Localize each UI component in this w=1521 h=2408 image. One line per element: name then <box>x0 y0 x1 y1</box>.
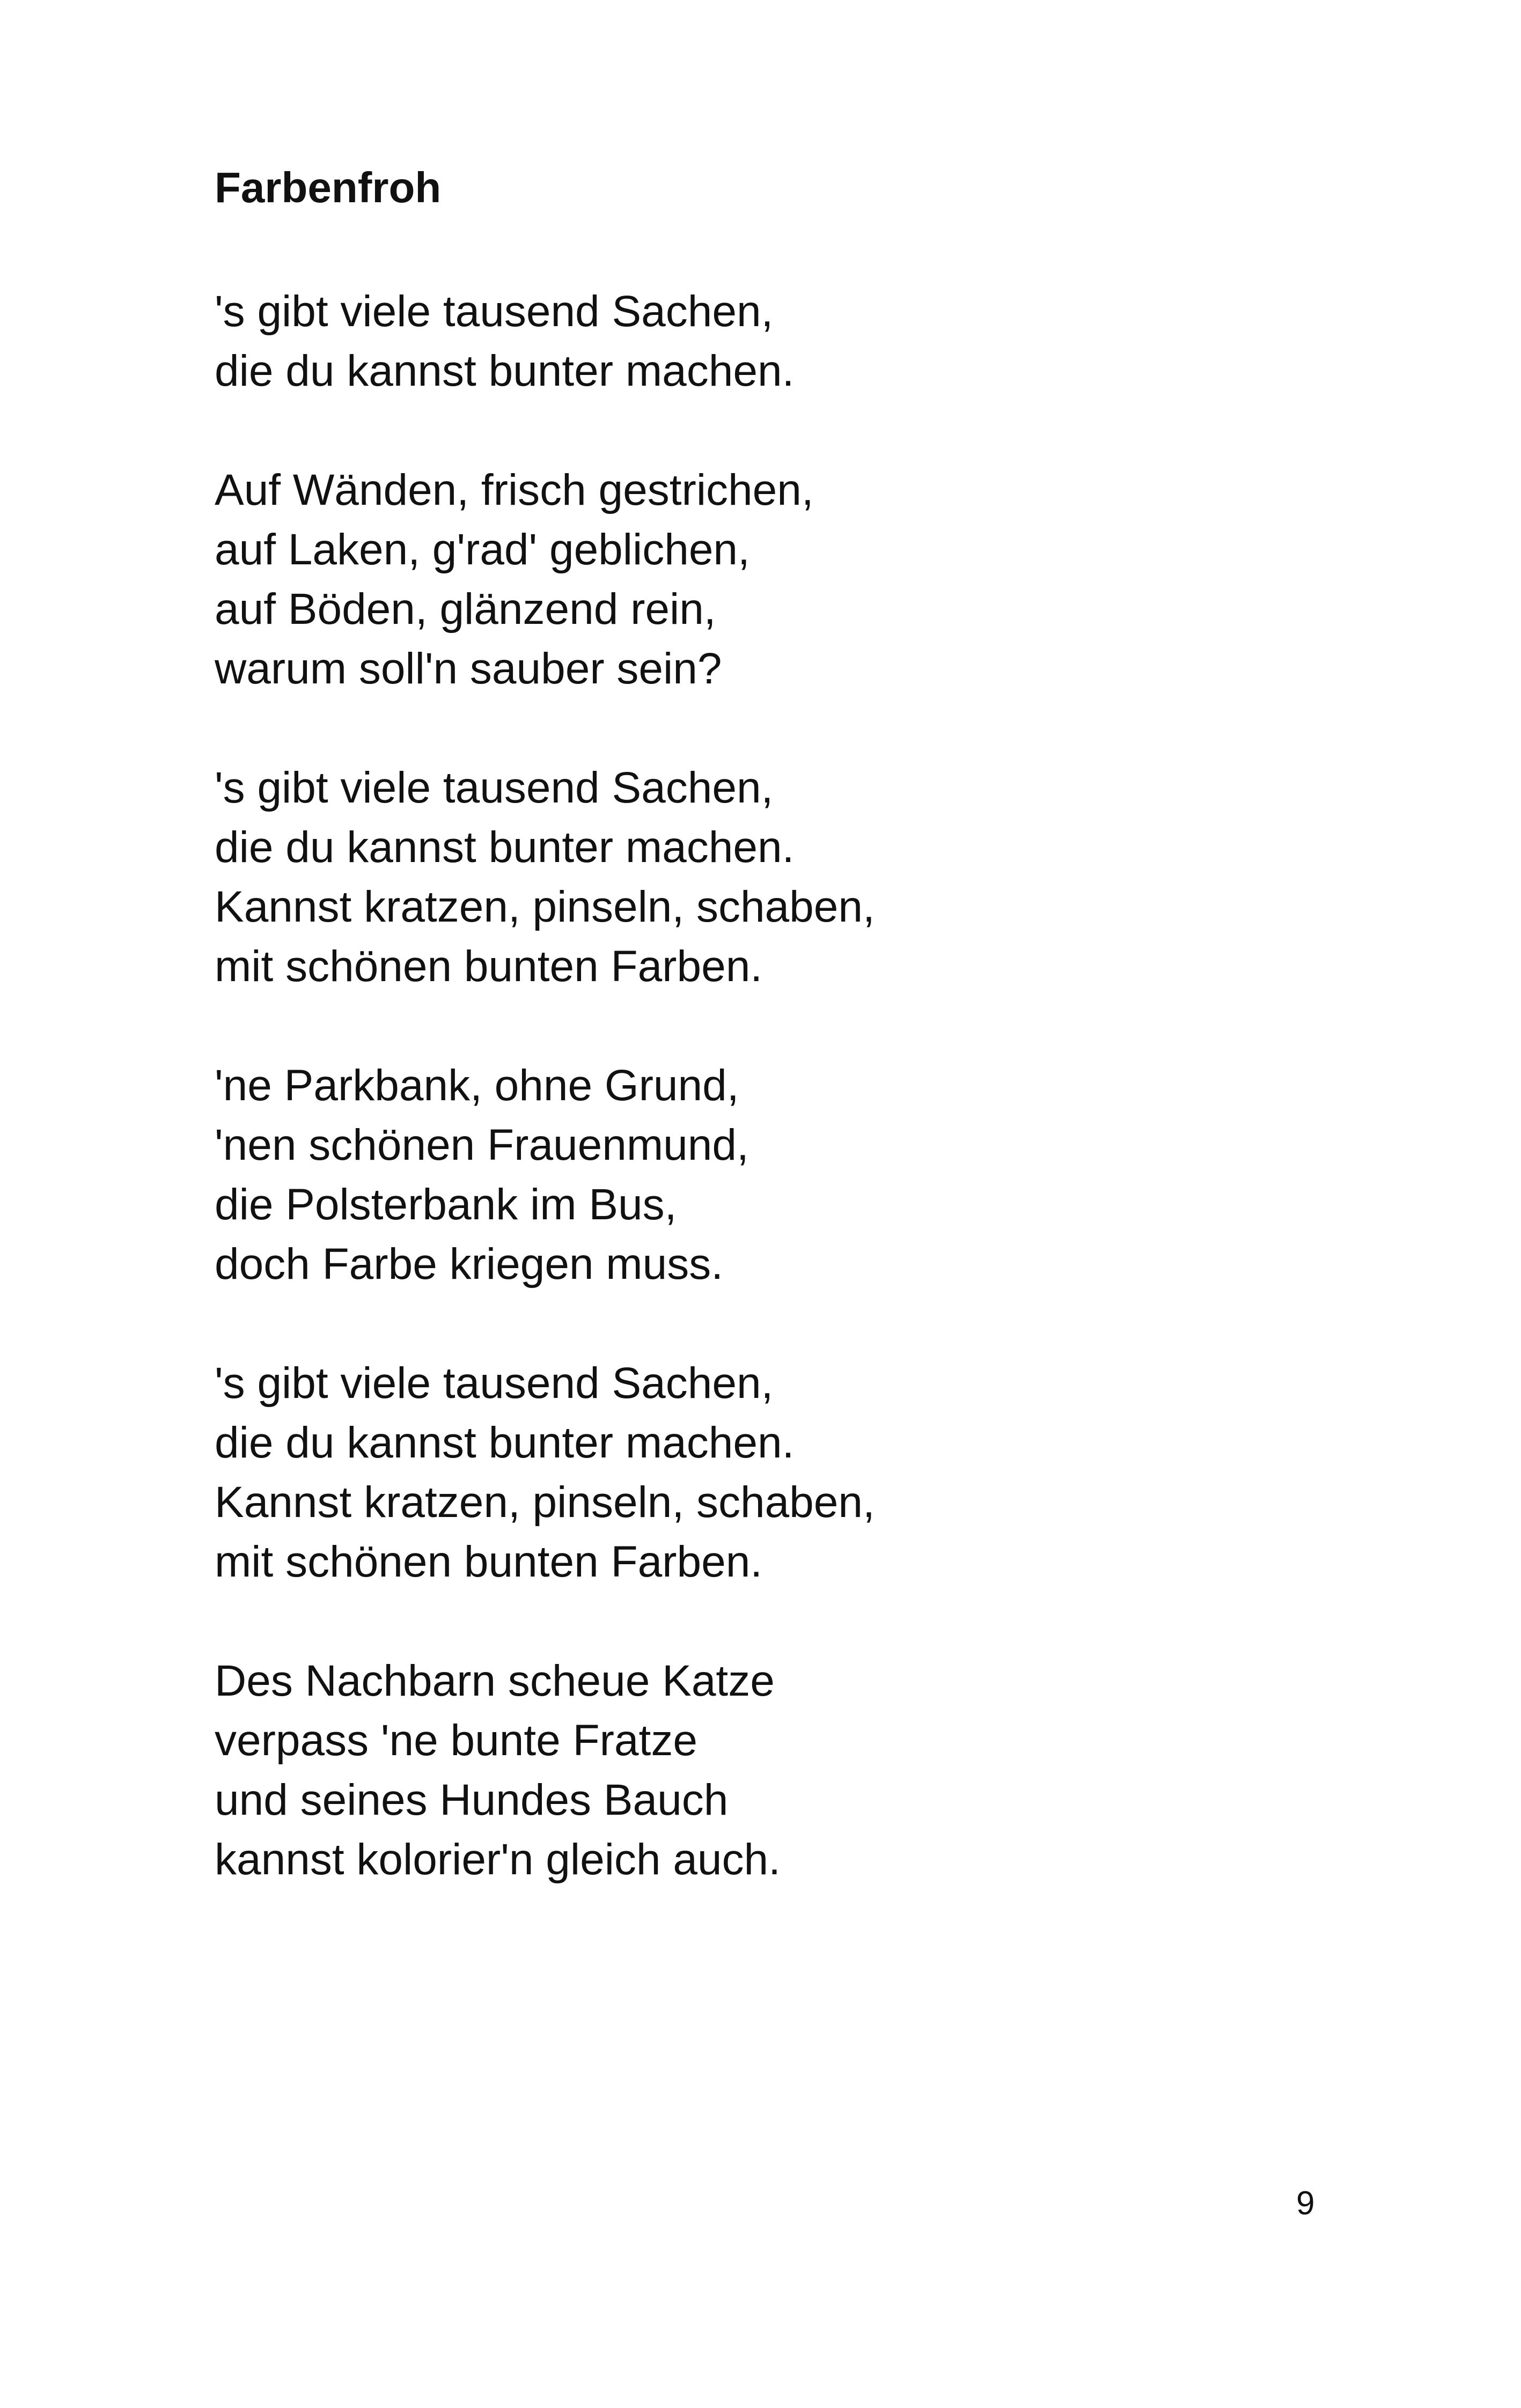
poem-line: auf Böden, glänzend rein, <box>215 585 716 634</box>
poem-line: 's gibt viele tausend Sachen, <box>215 1359 774 1408</box>
poem-line: die du kannst bunter machen. <box>215 823 795 872</box>
poem-line: 's gibt viele tausend Sachen, <box>215 287 774 336</box>
poem-line: 'nen schönen Frauenmund, <box>215 1121 749 1169</box>
poem-line: mit schönen bunten Farben. <box>215 1537 763 1586</box>
poem-line: und seines Hundes Bauch <box>215 1776 729 1824</box>
stanza-5 <box>215 1353 1341 1592</box>
poem-line: kannst kolorier'n gleich auch. <box>215 1835 781 1884</box>
poem-line: verpass 'ne bunte Fratze <box>215 1716 697 1765</box>
poem-line: auf Laken, g'rad' geblichen, <box>215 525 750 574</box>
poem-line: doch Farbe kriegen muss. <box>215 1240 724 1288</box>
poem-line: die du kannst bunter machen. <box>215 1418 795 1467</box>
stanza-2 <box>215 460 1341 698</box>
stanza-4 <box>215 1056 1341 1294</box>
poem-line: 's gibt viele tausend Sachen, <box>215 763 774 812</box>
poem-line: warum soll'n sauber sein? <box>215 644 722 693</box>
poem-line: mit schönen bunten Farben. <box>215 942 763 991</box>
poem-body <box>215 282 1341 1949</box>
poem-line: Des Nachbarn scheue Katze <box>215 1656 775 1705</box>
stanza-3 <box>215 758 1341 996</box>
poem-title: Farbenfroh <box>215 164 442 211</box>
poem-line: 'ne Parkbank, ohne Grund, <box>215 1061 739 1110</box>
poem-line: die du kannst bunter machen. <box>215 347 795 395</box>
poem-line: die Polsterbank im Bus, <box>215 1180 677 1229</box>
poem-line: Kannst kratzen, pinseln, schaben, <box>215 882 875 931</box>
poem-line: Kannst kratzen, pinseln, schaben, <box>215 1478 875 1527</box>
stanza-6 <box>215 1651 1341 1889</box>
page-number: 9 <box>1296 2185 1315 2222</box>
poem-line: Auf Wänden, frisch gestrichen, <box>215 466 814 514</box>
stanza-1 <box>215 282 1341 401</box>
